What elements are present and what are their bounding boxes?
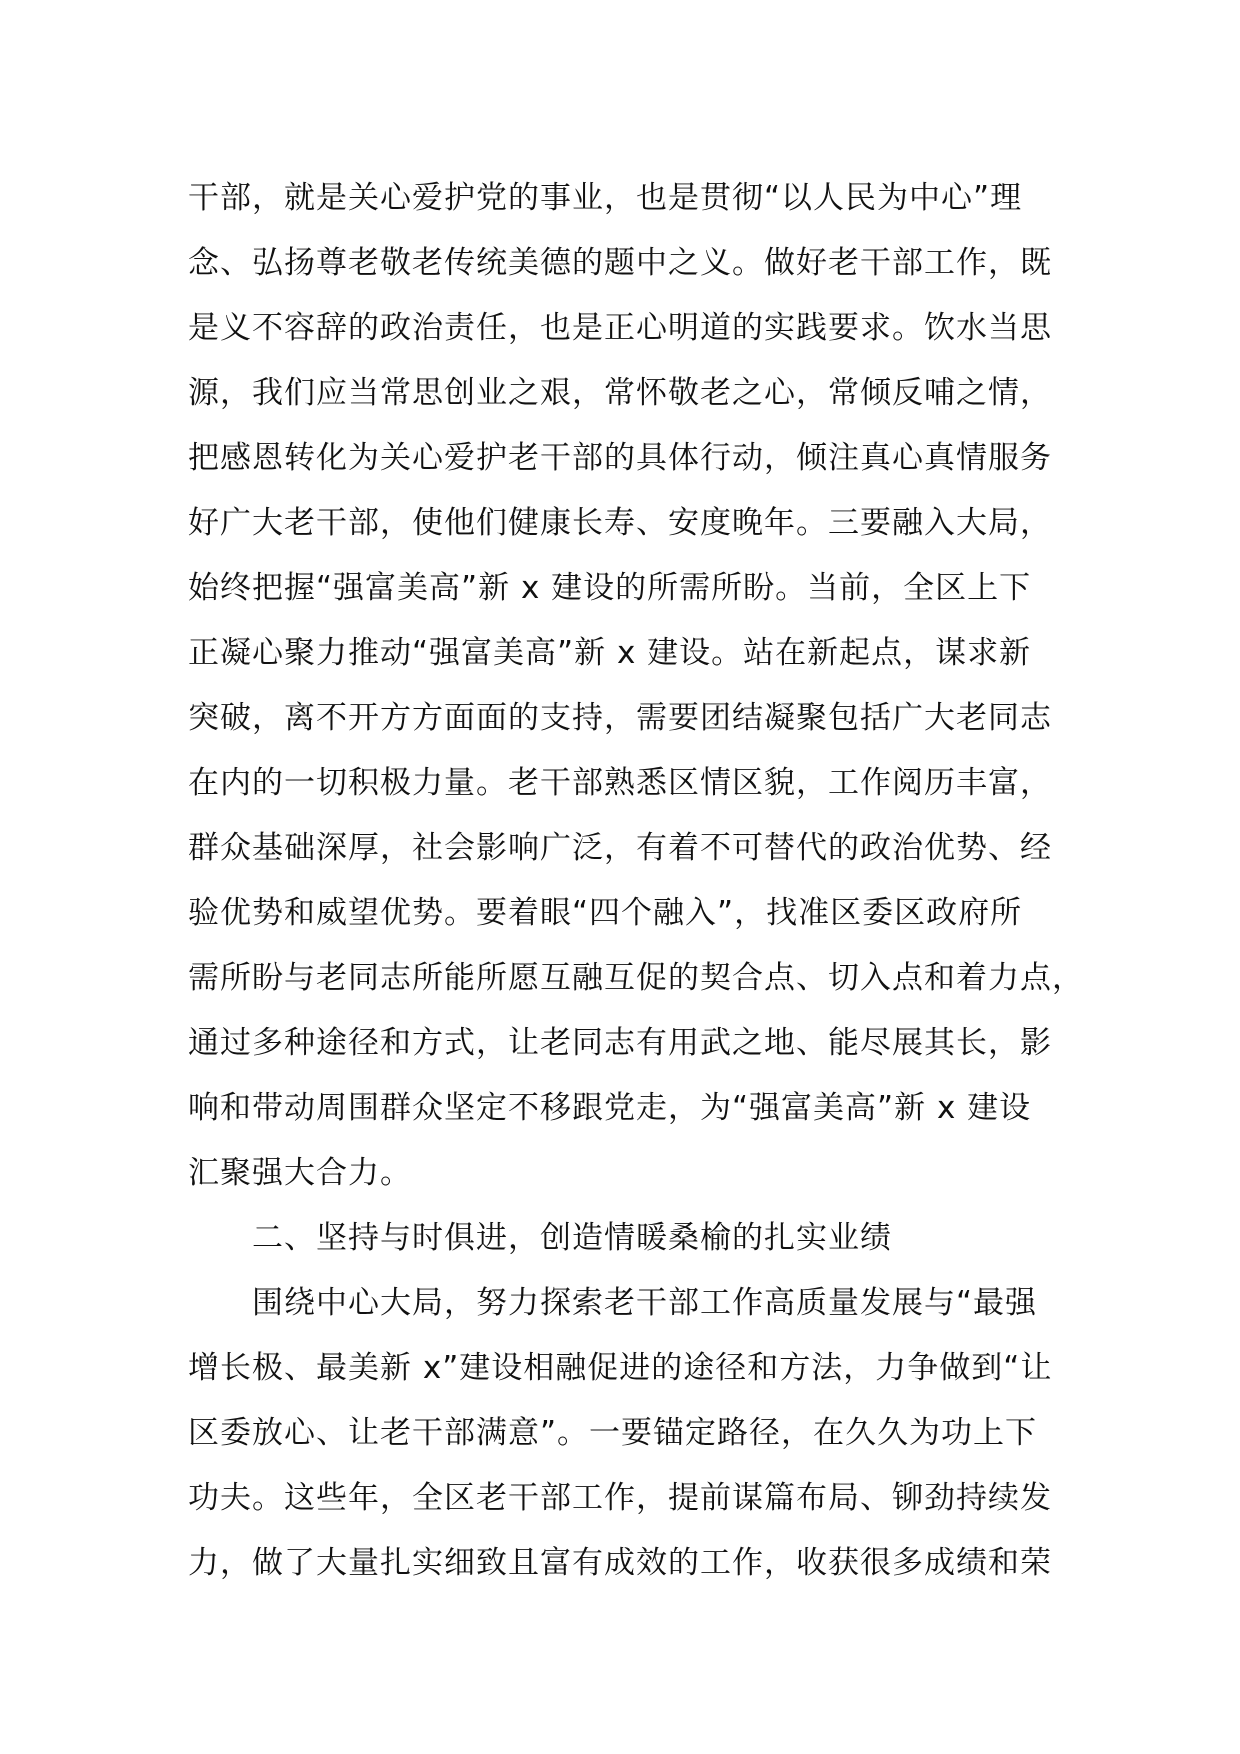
paragraph-line: 突破，离不开方方面面的支持，需要团结凝聚包括广大老同志 bbox=[188, 700, 1052, 736]
paragraph-line: 是义不容辞的政治责任，也是正心明道的实践要求。饮水当思 bbox=[188, 310, 1052, 346]
paragraph-line: 正凝心聚力推动“强富美高”新 x 建设。站在新起点，谋求新 bbox=[188, 635, 1032, 671]
paragraph-line: 好广大老干部，使他们健康长寿、安度晚年。三要融入大局， bbox=[188, 505, 1052, 541]
paragraph-line: 把感恩转化为关心爱护老干部的具体行动，倾注真心真情服务 bbox=[188, 440, 1052, 476]
body-text bbox=[188, 166, 1108, 1596]
paragraph-line: 群众基础深厚，社会影响广泛，有着不可替代的政治优势、经 bbox=[188, 830, 1052, 866]
paragraph-line: 区委放心、让老干部满意”。一要锚定路径，在久久为功上下 bbox=[188, 1415, 1038, 1451]
paragraph-line: 围绕中心大局，努力探索老干部工作高质量发展与“最强 bbox=[252, 1285, 1038, 1321]
paragraph-line: 验优势和威望优势。要着眼“四个融入”，找准区委区政府所 bbox=[188, 895, 1023, 931]
paragraph-line: 需所盼与老同志所能所愿互融互促的契合点、切入点和着力点， bbox=[188, 960, 1084, 996]
paragraph-line: 通过多种途径和方式，让老同志有用武之地、能尽展其长，影 bbox=[188, 1025, 1052, 1061]
paragraph-line: 功夫。这些年，全区老干部工作，提前谋篇布局、铆劲持续发 bbox=[188, 1480, 1052, 1516]
paragraph-line: 源，我们应当常思创业之艰，常怀敬老之心，常倾反哺之情， bbox=[188, 375, 1052, 411]
paragraph-line: 干部，就是关心爱护党的事业，也是贯彻“以人民为中心”理 bbox=[188, 180, 1023, 216]
paragraph-line: 响和带动周围群众坚定不移跟党走，为“强富美高”新 x 建设 bbox=[188, 1090, 1032, 1126]
section-heading: 二、坚持与时俱进，创造情暖桑榆的扎实业绩 bbox=[252, 1220, 892, 1256]
paragraph-line: 在内的一切积极力量。老干部熟悉区情区貌，工作阅历丰富， bbox=[188, 765, 1052, 801]
paragraph-line: 增长极、最美新 x”建设相融促进的途径和方法，力争做到“让 bbox=[188, 1350, 1053, 1386]
paragraph-line: 始终把握“强富美高”新 x 建设的所需所盼。当前，全区上下 bbox=[188, 570, 1032, 606]
paragraph-line: 汇聚强大合力。 bbox=[188, 1155, 412, 1191]
paragraph-line: 念、弘扬尊老敬老传统美德的题中之义。做好老干部工作，既 bbox=[188, 245, 1052, 281]
paragraph-line: 力，做了大量扎实细致且富有成效的工作，收获很多成绩和荣 bbox=[188, 1545, 1052, 1581]
